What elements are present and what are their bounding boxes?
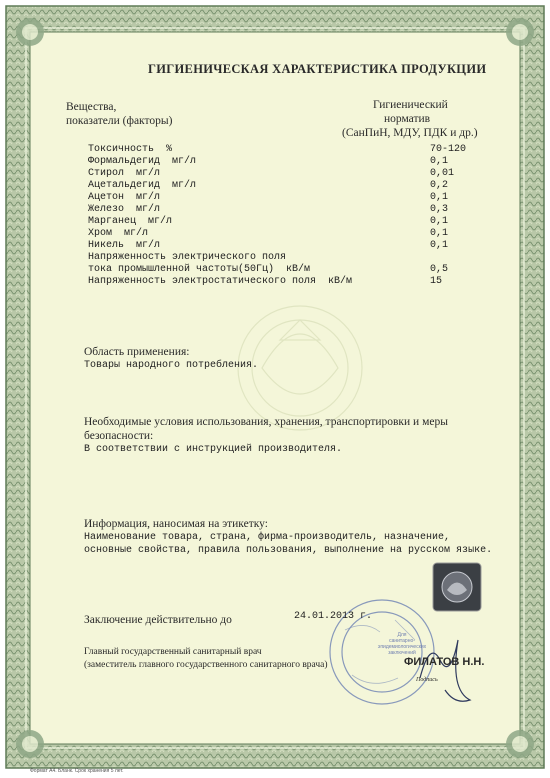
doctor-name: ФИЛАТОВ Н.Н.	[404, 656, 485, 668]
table-row	[88, 240, 508, 252]
norm-value: 0,1	[430, 240, 449, 251]
column-header-right-1: Гигиенический	[373, 99, 448, 111]
table-row	[88, 168, 508, 180]
substance-name: Марганец мг/л	[88, 216, 173, 227]
column-header-left-1: Вещества,	[66, 101, 117, 113]
stamp-text-line: заключений	[388, 650, 416, 656]
column-header-right-2: норматив	[384, 113, 431, 125]
table-row	[88, 264, 508, 276]
validity-date: 24.01.2013 г.	[294, 611, 373, 622]
label-info-value-2: основные свойства, правила пользования, выполнение на русском языке.	[84, 545, 493, 556]
norm-value: 0,1	[430, 216, 449, 227]
doctor-title-line1: Главный государственный санитарный врач	[84, 647, 262, 657]
substance-name: Хром мг/л	[88, 228, 149, 239]
substance-name: Ацетон мг/л	[88, 192, 161, 203]
characteristics-table	[88, 144, 508, 294]
norm-value: 0,01	[430, 168, 455, 179]
table-row	[88, 156, 508, 168]
conditions-value: В соответствии с инструкцией производителя.	[84, 444, 343, 455]
validity-label: Заключение действительно до	[84, 614, 232, 626]
stamp-text-line: Для	[397, 632, 407, 638]
table-row	[88, 144, 508, 156]
substance-name: Формальдегид мг/л	[88, 156, 197, 167]
substance-name: тока промышленной частоты(50Гц) кВ/м	[88, 264, 311, 275]
label-info-value-1: Наименование товара, страна, фирма-производитель, назначение,	[84, 532, 451, 543]
document-title: ГИГИЕНИЧЕСКАЯ ХАРАКТЕРИСТИКА ПРОДУКЦИИ	[148, 62, 487, 76]
stamp-text	[367, 632, 437, 656]
substance-name: Напряженность электростатического поля кВ/м	[88, 276, 353, 287]
norm-value: 0,3	[430, 204, 449, 215]
table-row	[88, 192, 508, 204]
table-row	[88, 180, 508, 192]
conditions-label-1: Необходимые условия использования, хранения, транспортировки и меры	[84, 416, 448, 428]
substance-name: Никель мг/л	[88, 240, 161, 251]
norm-value: 0,1	[430, 192, 449, 203]
column-header-left-2: показатели (факторы)	[66, 115, 173, 127]
norm-value: 70-120	[430, 144, 467, 155]
doctor-title-line2: (заместитель главного государственного санитарного врача)	[84, 660, 328, 670]
stamp-text-line: эпидемиологических	[377, 644, 427, 650]
norm-value: 0,1	[430, 156, 449, 167]
norm-value: 0,5	[430, 264, 449, 275]
scope-value: Товары народного потребления.	[84, 360, 259, 371]
table-row	[88, 276, 508, 288]
substance-name: Токсичность %	[88, 144, 173, 155]
conditions-label-2: безопасности:	[84, 430, 154, 442]
table-row	[88, 204, 508, 216]
signature-caption: Подпись	[416, 677, 438, 683]
norm-value: 0,1	[430, 228, 449, 239]
table-row	[88, 216, 508, 228]
column-header-right-3: (СанПиН, МДУ, ПДК и др.)	[342, 127, 478, 139]
norm-value: 0,2	[430, 180, 449, 191]
norm-value: 15	[430, 276, 443, 287]
substance-name: Стирол мг/л	[88, 168, 161, 179]
label-info-label: Информация, наносимая на этикетку:	[84, 518, 268, 530]
table-row	[88, 252, 508, 264]
form-footer: Формат А4. Бланк. Срок хранения 5 лет.	[30, 768, 124, 774]
stamp-text-line: санитарно-	[389, 638, 415, 644]
substance-name: Напряженность электрического поля	[88, 252, 287, 263]
substance-name: Ацетальдегид мг/л	[88, 180, 197, 191]
table-row	[88, 228, 508, 240]
scope-label: Область применения:	[84, 346, 190, 358]
substance-name: Железо мг/л	[88, 204, 161, 215]
